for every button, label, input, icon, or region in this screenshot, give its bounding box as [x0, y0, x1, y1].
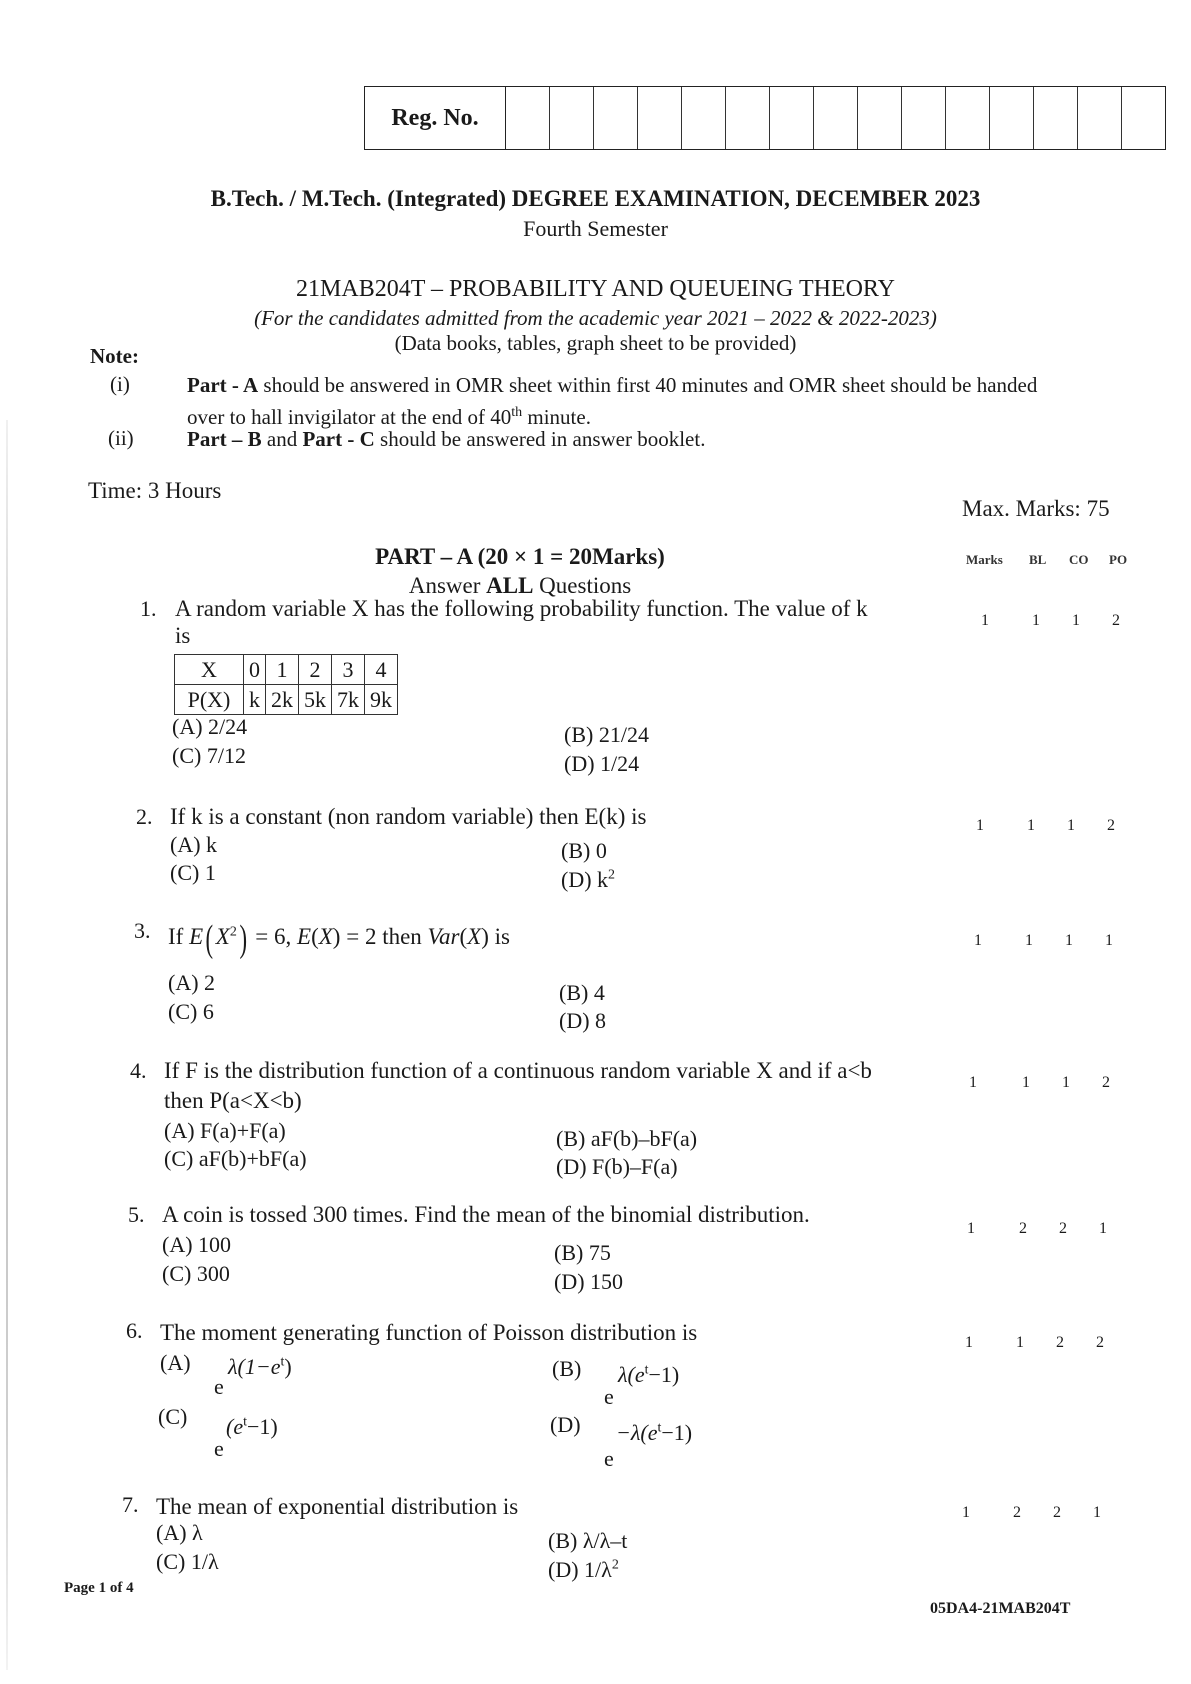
q6-option-d: (D)	[550, 1412, 581, 1437]
q7-option-a: (A) λ	[156, 1520, 203, 1545]
exam-title: B.Tech. / M.Tech. (Integrated) DEGREE EXAMINATION, DECEMBER 2023	[210, 186, 981, 211]
reg-number-cell	[550, 87, 594, 149]
q3-option-a: (A) 2	[168, 970, 216, 995]
q3-number: 3.	[134, 918, 151, 943]
q4-number: 4.	[130, 1058, 147, 1083]
q2-bl: 1	[1027, 817, 1035, 834]
data-books-note: (Data books, tables, graph sheet to be provided)	[394, 331, 797, 355]
q1-probability-table	[174, 654, 398, 715]
q7-option-c: (C) 1/λ	[156, 1549, 219, 1574]
q6-marks: 1	[965, 1334, 973, 1351]
q2-co: 1	[1067, 817, 1075, 834]
q3-po: 1	[1105, 932, 1113, 949]
instruction-bold: ALL	[486, 573, 534, 598]
q2-option-d: (D) $k^2$	[561, 867, 616, 892]
q6-option-b-exponent: $\lambda(e^t-1)$	[618, 1362, 680, 1387]
table-cell: X	[175, 655, 244, 685]
q1-option-b: (B) 21/24	[564, 722, 649, 747]
q5-number: 5.	[128, 1202, 145, 1227]
q4-po: 2	[1102, 1074, 1110, 1091]
q1-option-d: (D) 1/24	[564, 751, 640, 776]
instruction-pre: Answer	[408, 573, 487, 598]
reg-number-cell	[946, 87, 990, 149]
q1-table-row-x	[175, 655, 398, 685]
q6-option-a: (A)	[160, 1350, 191, 1375]
q4-option-d: (D) F(b)–F(a)	[556, 1154, 678, 1179]
q6-option-c: (C)	[158, 1404, 188, 1429]
q4-option-a: (A) F(a)+F(a)	[164, 1118, 286, 1143]
marks-header-bl: BL	[1029, 552, 1047, 567]
table-cell: 0	[244, 655, 266, 685]
note-2-mid: and	[261, 427, 303, 451]
q5-text: A coin is tossed 300 times. Find the mean of the binomial distribution.	[162, 1202, 810, 1227]
q6-option-d-base: e	[604, 1446, 614, 1471]
q4-marks: 1	[969, 1074, 977, 1091]
q4-bl: 1	[1022, 1074, 1030, 1091]
q4-option-b: (B) aF(b)–bF(a)	[556, 1126, 698, 1151]
note-2-number: (ii)	[108, 426, 134, 450]
q7-co: 2	[1053, 1504, 1061, 1521]
q6-option-c-base: e	[214, 1436, 224, 1461]
q3-bl: 1	[1025, 932, 1033, 949]
reg-number-cell	[814, 87, 858, 149]
q6-option-d-exponent: $-\lambda(e^t-1)$	[616, 1420, 693, 1445]
instruction-post: Questions	[533, 573, 632, 598]
note-1-number: (i)	[110, 372, 130, 396]
table-cell: 3	[332, 655, 365, 685]
table-cell: k	[244, 685, 266, 715]
q7-option-b: (B) λ/λ–t	[548, 1528, 628, 1553]
q5-option-c: (C) 300	[162, 1261, 230, 1286]
note-1-text	[187, 372, 1137, 431]
q6-option-a-exponent: $\lambda(1-e^t)$	[228, 1354, 292, 1379]
q1-co: 1	[1072, 612, 1080, 629]
q5-option-a: (A) 100	[162, 1232, 232, 1257]
q7-bl: 2	[1013, 1504, 1021, 1521]
q2-number: 2.	[136, 804, 153, 829]
q3-text: If E( $X^2) = 6$, E(X) = 2 then Var(X) is	[168, 918, 510, 960]
q5-marks: 1	[967, 1220, 975, 1237]
q3-co: 1	[1065, 932, 1073, 949]
q7-number: 7.	[122, 1492, 139, 1517]
q1-text-cont: is	[175, 623, 191, 648]
table-cell: 7k	[332, 685, 365, 715]
q1-bl: 1	[1032, 612, 1040, 629]
table-cell: 2	[299, 655, 332, 685]
q7-marks: 1	[962, 1504, 970, 1521]
q6-text: The moment generating function of Poisson distribution is	[160, 1320, 698, 1345]
note-2-rest: should be answered in answer booklet.	[374, 427, 706, 451]
reg-number-cell	[726, 87, 770, 149]
q6-co: 2	[1056, 1334, 1064, 1351]
q3-marks: 1	[974, 932, 982, 949]
q1-marks: 1	[981, 612, 989, 629]
q2-option-b: (B) 0	[561, 838, 607, 863]
table-cell: P(X)	[175, 685, 244, 715]
page-edge-shadow	[6, 420, 8, 1670]
q1-po: 2	[1112, 612, 1120, 629]
q4-text-cont: then P(a<X<b)	[164, 1088, 302, 1113]
q3-option-b: (B) 4	[559, 980, 605, 1005]
part-a-title: PART – A (20 × 1 = 20Marks)	[375, 544, 665, 569]
q2-po: 2	[1107, 817, 1115, 834]
semester: Fourth Semester	[523, 216, 668, 241]
note-2-lead2: Part - C	[302, 427, 375, 451]
marks-header-po: PO	[1109, 552, 1128, 567]
table-cell: 1	[266, 655, 299, 685]
reg-number-cell	[858, 87, 902, 149]
note-2-text	[187, 426, 1137, 453]
q5-option-d: (D) 150	[554, 1269, 624, 1294]
q7-text: The mean of exponential distribution is	[156, 1494, 519, 1519]
note-1-line2-post: minute.	[522, 405, 591, 429]
note-1-sup: th	[511, 405, 523, 420]
q1-option-c: (C) 7/12	[172, 743, 246, 768]
q6-option-b: (B)	[552, 1356, 582, 1381]
paper-code: 05DA4-21MAB204T	[930, 1600, 1071, 1617]
reg-number-cell	[902, 87, 946, 149]
q5-co: 2	[1059, 1220, 1067, 1237]
reg-number-cell	[1122, 87, 1165, 149]
time-allowed: Time: 3 Hours	[88, 478, 222, 503]
q2-text: If k is a constant (non random variable) then E(k) is	[170, 804, 647, 829]
reg-number-cell	[1034, 87, 1078, 149]
admitted-note: (For the candidates admitted from the academic year 2021 – 2022 & 2022-2023)	[254, 306, 937, 330]
q6-option-c-exponent: $(e^t-1)$	[226, 1414, 278, 1439]
reg-number-cells	[506, 87, 1165, 149]
q1-text: A random variable X has the following probability function. The value of k	[175, 596, 868, 621]
q7-option-d: (D) $1/\lambda^2$	[548, 1557, 619, 1582]
q3-option-c: (C) 6	[168, 999, 214, 1024]
q1-number: 1.	[140, 596, 157, 621]
marks-header-marks: Marks	[966, 552, 1003, 567]
reg-number-cell	[594, 87, 638, 149]
table-cell: 4	[365, 655, 398, 685]
reg-number-label: Reg. No.	[365, 87, 506, 149]
marks-header-co: CO	[1069, 552, 1089, 567]
q6-po: 2	[1096, 1334, 1104, 1351]
q6-option-b-base: e	[604, 1384, 614, 1409]
q2-option-a: (A) k	[170, 832, 218, 857]
reg-number-cell	[1078, 87, 1122, 149]
course-title: 21MAB204T – PROBABILITY AND QUEUEING THEORY	[296, 276, 895, 302]
q3-option-d: (D) 8	[559, 1008, 607, 1033]
q4-co: 1	[1062, 1074, 1070, 1091]
reg-number-box	[364, 86, 1166, 150]
note-2-lead: Part – B	[187, 427, 262, 451]
table-cell: 5k	[299, 685, 332, 715]
q2-option-c: (C) 1	[170, 860, 216, 885]
reg-number-cell	[770, 87, 814, 149]
table-cell: 2k	[266, 685, 299, 715]
q6-bl: 1	[1016, 1334, 1024, 1351]
q5-po: 1	[1099, 1220, 1107, 1237]
q1-option-a: (A) 2/24	[172, 714, 248, 739]
max-marks: Max. Marks: 75	[962, 496, 1110, 521]
q4-text: If F is the distribution function of a continuous random variable X and if a<b	[164, 1058, 872, 1083]
note-heading: Note:	[90, 344, 139, 368]
q6-option-a-base: e	[214, 1374, 224, 1399]
q1-table-row-px	[175, 685, 398, 715]
q6-number: 6.	[126, 1318, 143, 1343]
reg-number-cell	[506, 87, 550, 149]
table-cell: 9k	[365, 685, 398, 715]
q7-po: 1	[1093, 1504, 1101, 1521]
reg-number-cell	[638, 87, 682, 149]
q5-bl: 2	[1019, 1220, 1027, 1237]
note-1-rest: should be answered in OMR sheet within first 40 minutes and OMR sheet should be handed	[258, 373, 1038, 397]
q4-option-c: (C) aF(b)+bF(a)	[164, 1146, 307, 1171]
note-1-line2: over to hall invigilator at the end of 40	[187, 405, 512, 429]
note-1-lead: Part - A	[187, 373, 259, 397]
q5-option-b: (B) 75	[554, 1240, 611, 1265]
reg-number-cell	[990, 87, 1034, 149]
reg-number-cell	[682, 87, 726, 149]
q2-marks: 1	[976, 817, 984, 834]
page-number: Page 1 of 4	[64, 1580, 134, 1596]
